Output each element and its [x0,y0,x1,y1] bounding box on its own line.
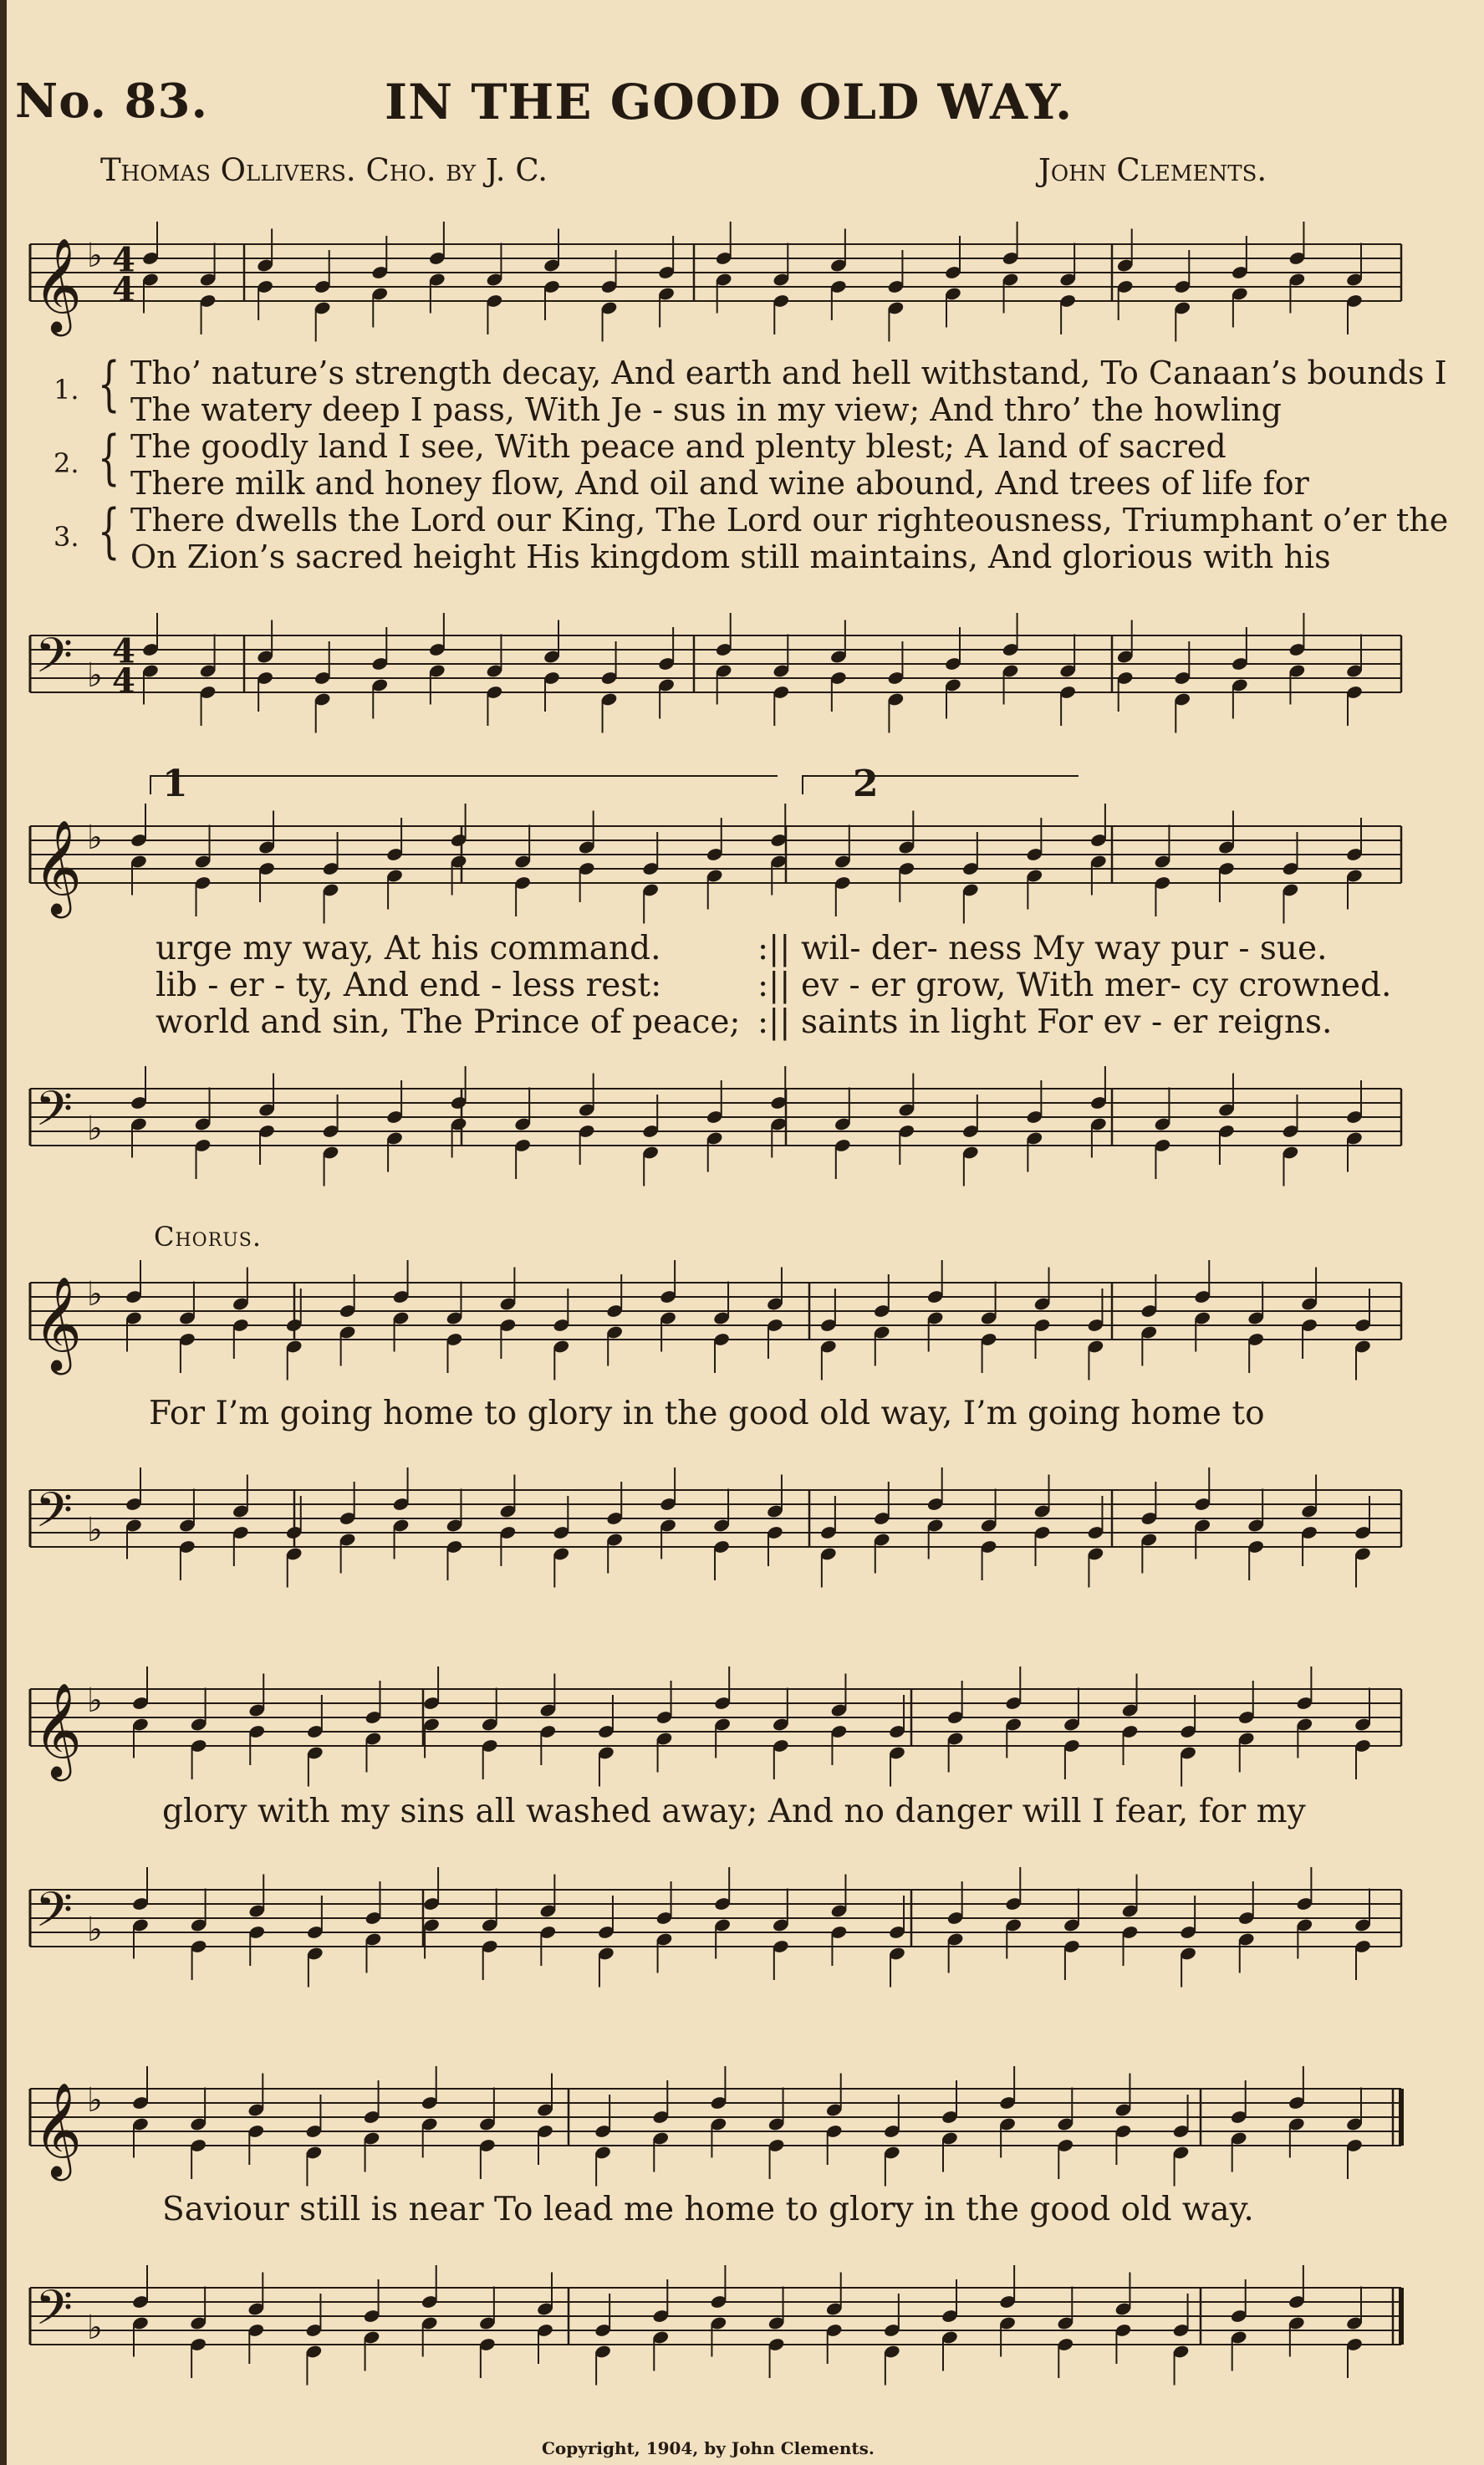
time-signature-bottom: 4 [112,270,135,309]
first-ending-bracket [150,776,778,794]
lyric-line: urge my way, At his command. [156,930,661,967]
system4-bass-staff [0,1865,1484,1982]
lyric-line: ev - er grow, With mer- cy crowned. [801,967,1392,1004]
verse-line: There dwells the Lord our King, The Lord our righteousness, Triumphant o’er the [130,502,1449,538]
chorus-lyric-line-3: Saviour still is near To lead me home to glory in the good old way. [162,2191,1254,2228]
system3-treble-staff [0,1258,1484,1375]
bass-clef-icon: 𝄢 [35,1080,74,1149]
system5-bass-staff [0,2263,1484,2380]
verse-block [47,350,1451,597]
system5-treble-staff [0,2064,1484,2181]
credit-words: Thomas Ollivers. Cho. by J. C. [100,152,548,188]
system2-bass-staff [0,1064,1484,1181]
flat-sign-icon: ♭ [87,1911,103,1950]
verse-line: There milk and honey flow, And oil and wine abound, And trees of life for [130,465,1309,502]
chorus-lyric-line-2: glory with my sins all washed away; And no danger will I fear, for my [162,1793,1306,1830]
credit-music: John Clements. [1038,152,1267,188]
flat-sign-icon: ♭ [87,2081,103,2121]
flat-sign-icon: ♭ [87,1110,103,1149]
treble-clef-icon: 𝄞 [33,2082,82,2177]
copyright-notice: Copyright, 1904, by John Clements. [542,2438,875,2458]
flat-sign-icon: ♭ [87,1275,103,1314]
bass-clef-icon: 𝄢 [35,1881,74,1950]
hymn-number: No. 83. [15,74,208,129]
second-ending-bracket [803,776,1079,794]
verse-line: The goodly land I see, With peace and plenty blest; A land of sacred [130,428,1226,465]
verse-brace: { [97,423,120,492]
hymn-title: IN THE GOOD OLD WAY. [385,74,1073,130]
verse-number: 2. [54,447,79,479]
flat-sign-icon: ♭ [87,656,103,696]
flat-sign-icon: ♭ [87,2309,103,2348]
bass-clef-icon: 𝄢 [35,627,74,696]
first-ending-number: 1 [162,763,188,805]
flat-sign-icon: ♭ [87,1682,103,1721]
flat-sign-icon: ♭ [87,819,103,858]
system1-bass-staff [0,610,1484,727]
verse-brace: { [97,497,120,565]
time-signature-bottom: 4 [112,661,135,701]
chorus-label: Chorus. [154,1221,263,1253]
flat-sign-icon: ♭ [87,237,103,276]
second-ending-number: 2 [853,763,879,805]
verse-line: The watery deep I pass, With Je - sus in my view; And thro’ the howling [130,391,1282,428]
system2-treble-staff [0,763,1484,918]
system1-treble-staff [0,219,1484,336]
bass-clef-icon: 𝄢 [35,2279,74,2348]
treble-clef-icon: 𝄞 [33,1682,82,1778]
verse-brace: { [97,350,120,418]
lyric-line: saints in light For ev - er reigns. [801,1003,1333,1041]
verse-number: 1. [54,374,79,406]
lyric-line: lib - er - ty, And end - less rest: [156,967,662,1004]
treble-clef-icon: 𝄞 [33,1276,82,1371]
repeat-mark: :|| [757,1003,791,1041]
verse-line: Tho’ nature’s strength decay, And earth and hell withstand, To Canaan’s bounds I [130,355,1447,391]
system4-treble-staff [0,1664,1484,1781]
time-signature-top: 4 [112,631,135,671]
bass-clef-icon: 𝄢 [35,1482,74,1550]
time-signature-top: 4 [112,240,135,280]
chorus-lyric-line-1: For I’m going home to glory in the good old way, I’m going home to [149,1395,1265,1432]
system3-bass-staff [0,1465,1484,1582]
treble-clef-icon: 𝄞 [33,237,82,333]
repeat-mark: :|| [757,967,791,1004]
verse-number: 3. [54,521,79,553]
treble-clef-icon: 𝄞 [33,819,82,915]
repeat-mark: :|| [757,930,791,967]
flat-sign-icon: ♭ [87,1511,103,1550]
verse-line: On Zion’s sacred height His kingdom still maintains, And glorious with his [130,538,1331,575]
lyric-line: world and sin, The Prince of peace; [156,1003,741,1041]
lyric-line: wil- der- ness My way pur - sue. [801,930,1328,967]
